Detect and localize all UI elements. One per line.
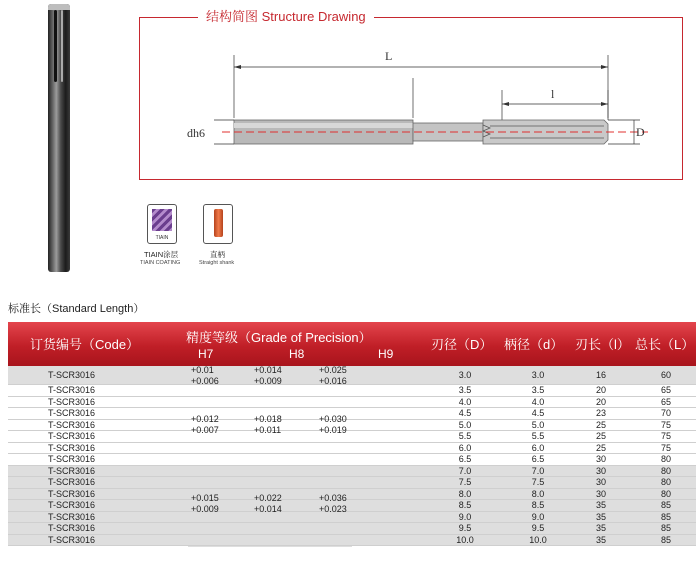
tol-upper: +0.01 [191, 365, 214, 375]
dim-L-arrow-left [234, 65, 241, 69]
first-h7-tolerance [191, 365, 219, 386]
cell-total-length: 65 [660, 396, 671, 407]
cell-code: T-SCR3016 [48, 523, 96, 533]
cell-edge-diameter: 4.0 [458, 396, 472, 407]
cell-code: T-SCR3016 [48, 408, 96, 418]
cell-code: T-SCR3016 [48, 500, 96, 510]
cell-edge-length: 30 [595, 488, 606, 499]
group-b-h9-tolerance [319, 493, 347, 514]
cell-edge-length: 25 [595, 431, 606, 441]
cell-edge-length: 35 [595, 523, 606, 533]
cell-edge-length: 30 [595, 454, 606, 464]
cell-code: T-SCR3016 [48, 477, 96, 487]
first-h9-tolerance [319, 365, 347, 386]
cell-shank-diameter: 5.5 [531, 431, 545, 441]
cell-edge-length: 35 [595, 511, 606, 522]
cell-edge-diameter: 7.5 [458, 477, 472, 487]
dim-D-label: D [636, 125, 645, 139]
cell-shank-diameter: 3.5 [531, 385, 545, 395]
header-precision: 精度等级（Grade of Precision） [186, 330, 372, 345]
cell-code: T-SCR3016 [48, 442, 96, 453]
tol-upper: +0.025 [319, 365, 347, 375]
header-shank-diameter: 柄径（d） [504, 337, 564, 352]
table-row [8, 408, 696, 420]
table-row [8, 489, 696, 501]
group-a-h9-tolerance [319, 414, 347, 435]
cell-edge-length: 30 [595, 477, 606, 487]
tol-upper: +0.030 [319, 414, 347, 424]
table-row [8, 535, 696, 547]
cell-edge-length: 25 [595, 419, 606, 430]
straight-shank-icon [203, 204, 233, 244]
coating-badge-text: TIAIN [155, 235, 169, 241]
cell-edge-length: 23 [595, 408, 606, 418]
cell-edge-diameter: 3.0 [458, 370, 472, 380]
dim-l-label: l [551, 87, 555, 101]
cell-shank-diameter: 9.5 [531, 523, 545, 533]
group-b-h7-tolerance [191, 493, 219, 514]
tol-upper: +0.012 [191, 414, 219, 424]
cell-total-length: 85 [660, 511, 671, 522]
header-edge-length: 刃长（l） [575, 337, 630, 352]
table-row [8, 512, 696, 524]
first-h8-tolerance [254, 365, 282, 386]
header-h9: H9 [378, 347, 394, 361]
cell-shank-diameter: 8.5 [531, 500, 545, 510]
shank-label: 直柄 [210, 250, 225, 259]
tol-lower: +0.019 [319, 424, 347, 435]
header-edge-diameter: 刃径（D） [431, 337, 493, 352]
cell-edge-length: 25 [595, 442, 606, 453]
table-row [8, 523, 696, 535]
cell-edge-diameter: 7.0 [458, 465, 472, 476]
tol-upper: +0.018 [254, 414, 282, 424]
table-body [8, 366, 696, 546]
cell-shank-diameter: 10.0 [529, 534, 547, 545]
cell-edge-diameter: 6.5 [458, 454, 472, 464]
dim-L-arrow-right [601, 65, 608, 69]
tol-lower: +0.014 [254, 503, 282, 514]
coating-swatch-icon [152, 209, 172, 231]
header-h8: H8 [289, 347, 305, 361]
cell-edge-length: 20 [595, 385, 606, 395]
cell-total-length: 65 [660, 385, 671, 395]
dim-l-arrow-right [601, 102, 608, 106]
tol-lower: +0.023 [319, 503, 347, 514]
cell-edge-diameter: 6.0 [458, 442, 472, 453]
drawing-neck [413, 123, 483, 141]
cell-total-length: 80 [660, 454, 671, 464]
cell-shank-diameter: 3.0 [531, 370, 545, 380]
table-row [8, 366, 696, 385]
table-row [8, 454, 696, 466]
coating-label: TIAIN涂层 [144, 250, 179, 259]
table-row [8, 431, 696, 443]
cell-code: T-SCR3016 [48, 396, 96, 407]
shank-sublabel: Straight shank [199, 260, 235, 266]
dim-l-arrow-left [502, 102, 509, 106]
structure-drawing [0, 0, 700, 200]
tol-lower: +0.009 [254, 375, 282, 386]
dim-L-label: L [385, 49, 393, 63]
table-row [8, 385, 696, 397]
cell-shank-diameter: 4.0 [531, 396, 545, 407]
cell-edge-diameter: 9.5 [458, 523, 472, 533]
section-title: 标准长（Standard Length） [8, 303, 145, 315]
tol-lower: +0.011 [254, 424, 282, 435]
group-b-h8-tolerance [254, 493, 282, 514]
structure-drawing-title: 结构简图 Structure Drawing [198, 6, 374, 25]
cell-shank-diameter: 6.0 [531, 442, 545, 453]
cell-edge-diameter: 8.0 [458, 488, 472, 499]
cell-total-length: 75 [660, 431, 671, 441]
cell-total-length: 80 [660, 477, 671, 487]
cell-edge-diameter: 5.5 [458, 431, 472, 441]
cell-edge-length: 35 [595, 534, 606, 545]
cell-shank-diameter: 8.0 [531, 488, 545, 499]
tol-upper: +0.022 [254, 493, 282, 503]
tol-upper: +0.014 [254, 365, 282, 375]
cell-edge-length: 20 [595, 396, 606, 407]
cell-code: T-SCR3016 [48, 419, 96, 430]
table-row [8, 500, 696, 512]
cell-total-length: 80 [660, 488, 671, 499]
tol-upper: +0.015 [191, 493, 219, 503]
cell-code: T-SCR3016 [48, 454, 96, 464]
cell-edge-diameter: 5.0 [458, 419, 472, 430]
cell-code: T-SCR3016 [48, 488, 96, 499]
cell-total-length: 85 [660, 523, 671, 533]
cell-shank-diameter: 5.0 [531, 419, 545, 430]
cell-edge-diameter: 4.5 [458, 408, 472, 418]
shank-shape-icon [214, 209, 223, 237]
group-a-h8-tolerance [254, 414, 282, 435]
cell-total-length: 75 [660, 442, 671, 453]
dim-dh6-label: dh6 [187, 126, 205, 140]
header-total-length: 总长（L） [635, 337, 695, 352]
cell-code: T-SCR3016 [48, 465, 96, 476]
tol-lower: +0.009 [191, 503, 219, 514]
cell-shank-diameter: 7.5 [531, 477, 545, 487]
table-header [8, 322, 696, 366]
cell-code: T-SCR3016 [48, 534, 96, 545]
cell-shank-diameter: 6.5 [531, 454, 545, 464]
cell-edge-length: 30 [595, 465, 606, 476]
tol-lower: +0.007 [191, 424, 219, 435]
cell-shank-diameter: 4.5 [531, 408, 545, 418]
cell-total-length: 75 [660, 419, 671, 430]
table-row [8, 443, 696, 455]
cell-edge-diameter: 3.5 [458, 385, 472, 395]
cell-total-length: 85 [660, 534, 671, 545]
tol-lower: +0.006 [191, 375, 219, 386]
cell-shank-diameter: 9.0 [531, 511, 545, 522]
tol-lower: +0.016 [319, 375, 347, 386]
cell-code: T-SCR3016 [48, 431, 96, 441]
cell-edge-diameter: 8.5 [458, 500, 472, 510]
table-row [8, 466, 696, 478]
cell-code: T-SCR3016 [48, 385, 96, 395]
tiain-coating-icon [147, 204, 177, 244]
cell-code: T-SCR3016 [48, 511, 96, 522]
table-row [8, 420, 696, 432]
cell-shank-diameter: 7.0 [531, 465, 545, 476]
cell-total-length: 70 [660, 408, 671, 418]
cell-edge-length: 35 [595, 500, 606, 510]
cell-total-length: 80 [660, 465, 671, 476]
table-row [8, 477, 696, 489]
header-h7: H7 [198, 347, 214, 361]
tol-upper: +0.036 [319, 493, 347, 503]
cell-code: T-SCR3016 [48, 370, 96, 380]
table-row [8, 397, 696, 409]
cell-edge-length: 16 [595, 370, 606, 380]
header-code: 订货编号（Code） [30, 337, 140, 352]
cell-total-length: 60 [660, 370, 671, 380]
cell-total-length: 85 [660, 500, 671, 510]
coating-sublabel: TIAIN COATING [140, 260, 181, 266]
group-a-h7-tolerance [191, 414, 219, 435]
cell-edge-diameter: 10.0 [456, 534, 474, 545]
cell-edge-diameter: 9.0 [458, 511, 472, 522]
drawing-shank-highlight [234, 123, 413, 128]
